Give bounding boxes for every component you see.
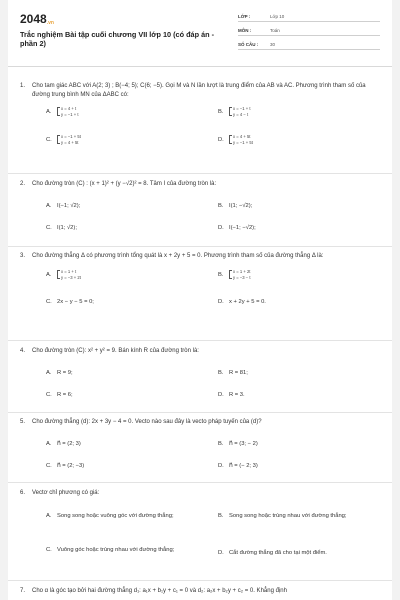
question-divider bbox=[8, 580, 392, 581]
question-number: 5. bbox=[20, 419, 26, 425]
question-text: Cho tam giác ABC với A(2; 3) ; B(−4; 5); C(6; −5). Gọi M và N lần lượt là trung điểm của AB và AC. Phương trình tham số của đường trung bình MN của ΔABC có: bbox=[32, 83, 366, 98]
option-a[interactable] bbox=[46, 269, 81, 280]
option-b[interactable] bbox=[218, 512, 379, 520]
question-divider bbox=[8, 412, 392, 413]
question-number: 2. bbox=[20, 181, 26, 187]
option-label: A. bbox=[46, 513, 52, 519]
question-text: Cho α là góc tạo bởi hai đường thẳng d₁: a₁x + b₁y + c₁ = 0 và d₂: a₂x + b₂y + c₂ = 0. Khẳng định bbox=[32, 588, 287, 594]
equation-system: x = 1 + 2t y = −3 − t bbox=[229, 269, 251, 280]
equation-system: x = 4 + 5t y = −1 + 5t bbox=[229, 134, 253, 145]
option-label: B. bbox=[218, 271, 224, 278]
option-c[interactable] bbox=[46, 134, 81, 145]
document-header bbox=[8, 0, 392, 66]
option-text: 2x − y − 5 = 0; bbox=[57, 299, 94, 305]
question-7 bbox=[20, 587, 382, 596]
option-text: R = 6; bbox=[57, 392, 73, 398]
question-divider bbox=[8, 173, 392, 174]
option-label: B. bbox=[218, 108, 224, 115]
header-divider bbox=[8, 66, 392, 67]
meta-count-key: SỐ CÂU : bbox=[238, 42, 259, 47]
question-number: 6. bbox=[20, 490, 26, 496]
option-label: C. bbox=[46, 463, 52, 469]
option-label: C. bbox=[46, 299, 52, 305]
option-text: Vuông góc hoặc trùng nhau với đường thẳng; bbox=[57, 547, 175, 553]
question-divider bbox=[8, 340, 392, 341]
meta-grade-key: LỚP : bbox=[238, 14, 251, 19]
option-text: I(−1; −√2); bbox=[229, 225, 256, 231]
option-b[interactable] bbox=[218, 269, 251, 280]
question-2 bbox=[20, 180, 382, 231]
option-text: n⃗ = (2; −3) bbox=[57, 463, 85, 469]
option-text: I(−1; √2); bbox=[57, 203, 81, 209]
option-label: B. bbox=[218, 203, 224, 209]
meta-subject-value: Toán bbox=[270, 28, 280, 33]
option-label: B. bbox=[218, 441, 224, 447]
question-text: Cho đường tròn (C) : (x + 1)² + (y −√2)² = 8. Tâm I của đường tròn là: bbox=[32, 181, 217, 187]
meta-subject-key: MÔN : bbox=[238, 28, 252, 33]
option-label: A. bbox=[46, 441, 52, 447]
equation-system: x = 1 + t y = −3 + 2t bbox=[57, 269, 81, 280]
question-text: Cho đường thẳng (d): 2x + 3y − 4 = 0. Vecto nào sau đây là vecto pháp tuyến của (d)? bbox=[32, 419, 262, 425]
option-label: A. bbox=[46, 203, 52, 209]
option-label: D. bbox=[218, 225, 224, 231]
option-d[interactable] bbox=[218, 392, 245, 398]
option-c[interactable] bbox=[46, 299, 94, 305]
option-c[interactable] bbox=[46, 392, 73, 398]
option-label: C. bbox=[46, 136, 52, 143]
option-label: D. bbox=[218, 299, 224, 305]
option-label: D. bbox=[218, 463, 224, 469]
option-text: R = 9; bbox=[57, 370, 73, 376]
meta-count-value: 30 bbox=[270, 42, 276, 47]
option-d[interactable] bbox=[218, 299, 266, 305]
option-a[interactable] bbox=[46, 106, 79, 117]
option-d[interactable] bbox=[218, 225, 256, 231]
equation-system: x = −1 + t y = 4 − t bbox=[229, 106, 251, 117]
meta-count bbox=[238, 36, 380, 50]
option-label: C. bbox=[46, 547, 52, 553]
option-text: I(1; √2); bbox=[57, 225, 77, 231]
option-a[interactable] bbox=[46, 441, 81, 447]
option-text: x + 2y + 5 = 0. bbox=[229, 299, 266, 305]
option-text: n⃗ = (3; − 2) bbox=[229, 441, 258, 447]
question-divider bbox=[8, 246, 392, 247]
meta-info bbox=[238, 8, 380, 50]
option-b[interactable] bbox=[218, 370, 248, 376]
question-number: 3. bbox=[20, 253, 26, 259]
option-text: R = 3. bbox=[229, 392, 245, 398]
equation-system: x = 4 + t y = −1 + t bbox=[57, 106, 79, 117]
option-c[interactable] bbox=[46, 546, 197, 554]
question-text: Vectơ chỉ phương có giá: bbox=[32, 490, 100, 496]
page-title: Trắc nghiệm Bài tập cuối chương VII lớp 10 (có đáp án - phần 2) bbox=[20, 30, 215, 48]
option-label: D. bbox=[218, 392, 224, 398]
option-label: A. bbox=[46, 271, 52, 278]
option-label: C. bbox=[46, 392, 52, 398]
option-text: R = 81; bbox=[229, 370, 248, 376]
meta-subject bbox=[238, 22, 380, 36]
option-d[interactable] bbox=[218, 550, 327, 556]
question-5 bbox=[20, 418, 382, 469]
meta-grade bbox=[238, 8, 380, 22]
option-text: n⃗ = (2; 3) bbox=[57, 441, 81, 447]
option-b[interactable] bbox=[218, 203, 252, 209]
option-label: D. bbox=[218, 550, 224, 556]
option-d[interactable] bbox=[218, 463, 258, 469]
option-label: A. bbox=[46, 108, 52, 115]
question-divider bbox=[8, 482, 392, 483]
question-1 bbox=[20, 82, 382, 156]
option-a[interactable] bbox=[46, 370, 73, 376]
option-text: n⃗ = (− 2; 3) bbox=[229, 463, 258, 469]
question-3 bbox=[20, 252, 382, 321]
question-number: 7. bbox=[20, 588, 26, 594]
option-d[interactable] bbox=[218, 134, 253, 145]
question-text: Cho đường thẳng Δ có phương trình tổng quát là x + 2y + 5 = 0. Phương trình tham số của đường thẳng Δ là: bbox=[32, 253, 324, 259]
option-c[interactable] bbox=[46, 225, 77, 231]
option-text: Song song hoặc trùng nhau với đường thẳng; bbox=[229, 513, 347, 519]
option-text: Cắt đường thẳng đã cho tại một điểm. bbox=[229, 550, 327, 556]
option-b[interactable] bbox=[218, 441, 258, 447]
question-number: 1. bbox=[20, 83, 26, 89]
question-number: 4. bbox=[20, 348, 26, 354]
equation-system: x = −1 + 5t y = 4 + 5t bbox=[57, 134, 81, 145]
question-6 bbox=[20, 489, 382, 570]
option-label: B. bbox=[218, 513, 224, 519]
option-text: I(1; −√2); bbox=[229, 203, 253, 209]
option-c[interactable] bbox=[46, 463, 84, 469]
question-text: Cho đường tròn (C): x² + y² = 9. Bán kính R của đường tròn là: bbox=[32, 348, 199, 354]
option-b[interactable] bbox=[218, 106, 251, 117]
option-label: D. bbox=[218, 136, 224, 143]
option-label: B. bbox=[218, 370, 224, 376]
site-logo[interactable]: $2048_{.vn}$ bbox=[20, 12, 54, 26]
option-label: A. bbox=[46, 370, 52, 376]
option-a[interactable] bbox=[46, 512, 197, 520]
option-label: C. bbox=[46, 225, 52, 231]
meta-grade-value: Lớp 10 bbox=[270, 14, 285, 19]
document-page bbox=[8, 0, 392, 600]
option-a[interactable] bbox=[46, 203, 80, 209]
question-4 bbox=[20, 347, 382, 398]
option-text: Song song hoặc vuông góc với đường thẳng; bbox=[57, 513, 174, 519]
